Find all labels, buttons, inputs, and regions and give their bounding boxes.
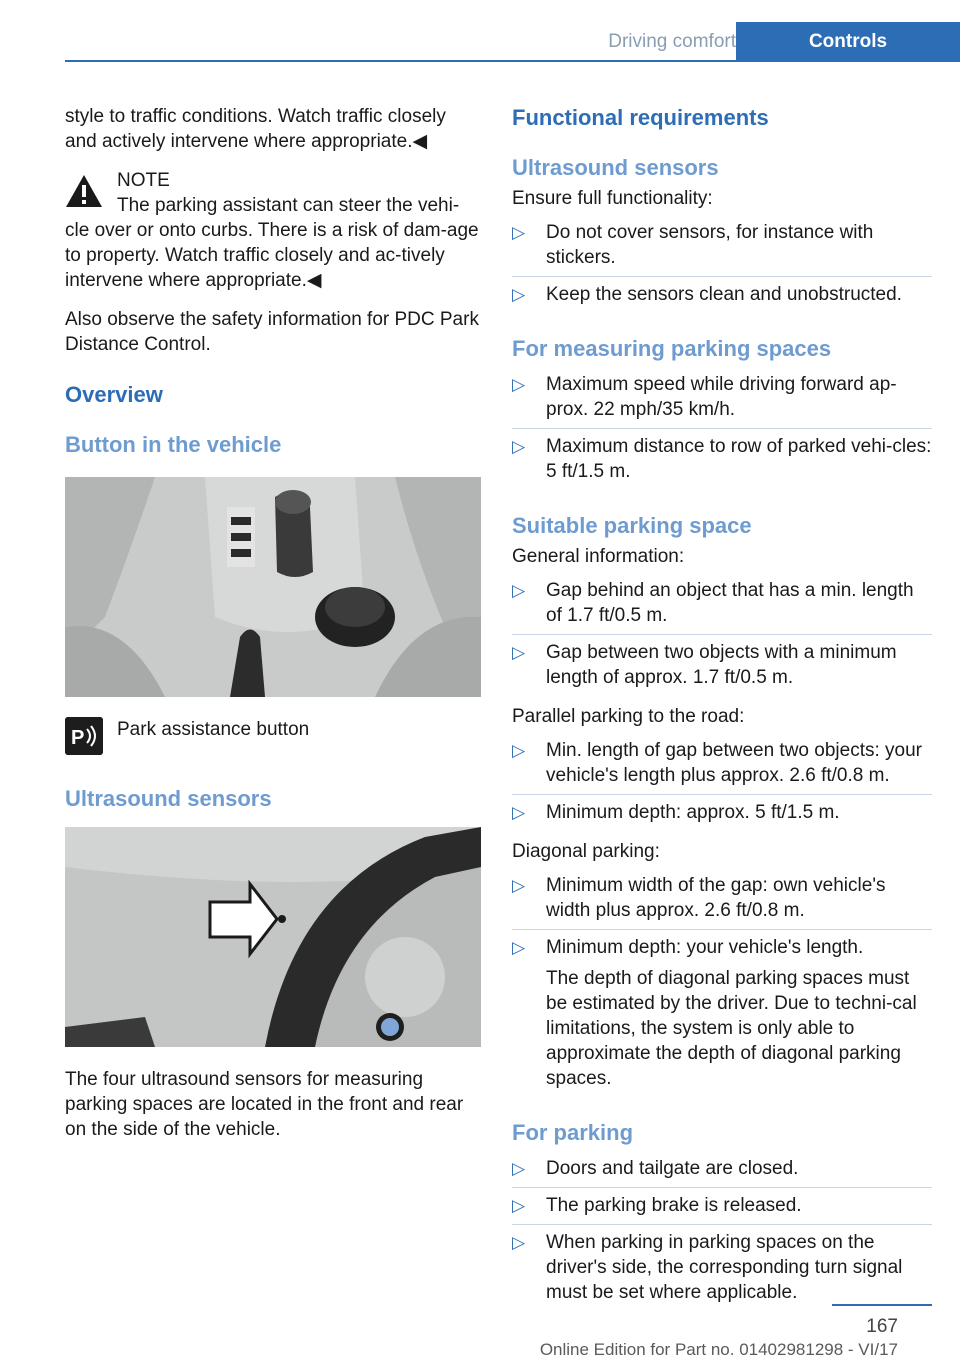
- diagonal-label: Diagonal parking:: [512, 841, 660, 862]
- list-item: ▷ Gap behind an object that has a min. length of 1.7 ft/0.5 m.: [512, 573, 932, 635]
- note-label: NOTE: [117, 170, 170, 191]
- bullet-icon: ▷: [512, 223, 526, 242]
- edition-text: Online Edition for Part no. 01402981298 - VI/17: [539, 1340, 898, 1359]
- bullet-icon: ▷: [512, 938, 526, 957]
- list-item: ▷ Maximum distance to row of parked vehi-cles: 5 ft/1.5 m.: [512, 436, 932, 482]
- parking-list: [512, 1151, 932, 1311]
- general-label: General information:: [512, 546, 685, 567]
- bullet-icon: ▷: [512, 375, 526, 394]
- list-item: ▷ Minimum depth: approx. 5 ft/1.5 m.: [512, 802, 840, 823]
- list-item: ▷ Maximum speed while driving forward ap-prox. 22 mph/35 km/h.: [512, 367, 932, 429]
- parallel-label: Parallel parking to the road:: [512, 706, 745, 727]
- measuring-list: [512, 367, 932, 490]
- functional-heading: Functional requirements: [512, 105, 769, 130]
- list-item: ▷ Minimum width of the gap: own vehicle's width plus approx. 2.6 ft/0.8 m.: [512, 868, 932, 930]
- parking-heading: For parking: [512, 1120, 634, 1145]
- bullet-icon: ▷: [512, 437, 526, 456]
- bullet-icon: ▷: [512, 1159, 526, 1178]
- list-item: ▷ Gap between two objects with a minimum length of approx. 1.7 ft/0.5 m.: [512, 642, 897, 688]
- us-list: [512, 215, 932, 313]
- page-header: [65, 22, 960, 62]
- warning-triangle-icon: [65, 174, 103, 208]
- sensors-heading: Ultrasound sensors: [65, 786, 272, 811]
- svg-text:P: P: [71, 727, 85, 749]
- list-item: ▷ Min. length of gap between two objects: your vehicle's length plus approx. 2.6 ft/0.8 m.: [512, 733, 932, 795]
- general-list: [512, 573, 932, 696]
- page-number: 167: [866, 1316, 898, 1337]
- diagonal-list: [512, 868, 932, 1097]
- bullet-icon: ▷: [512, 581, 526, 600]
- right-column: [512, 104, 932, 1319]
- sensors-photo: [65, 827, 481, 1047]
- bullet-icon: ▷: [512, 803, 526, 822]
- measuring-heading: For measuring parking spaces: [512, 336, 832, 361]
- bullet-icon: ▷: [512, 1233, 526, 1252]
- safety-text: Also observe the safety information for PDC Park Distance Control.: [65, 309, 479, 355]
- us-heading: Ultrasound sensors: [512, 155, 719, 180]
- intro-text: style to traffic conditions. Watch traffic closely and actively intervene where appropriate.◀: [65, 106, 446, 152]
- bullet-icon: ▷: [512, 741, 526, 760]
- list-item: ▷ Doors and tailgate are closed.: [512, 1151, 932, 1188]
- footer-rule: [832, 1304, 932, 1306]
- diagonal-note: The depth of diagonal parking spaces must be estimated by the driver. Due to techni-cal limitations, the system is only able to approximate the depth of diagonal parking spaces.: [546, 968, 917, 1089]
- list-item: ▷ The parking brake is released.: [512, 1188, 932, 1225]
- list-item: ▷ Keep the sensors clean and unobstructed.: [512, 284, 902, 305]
- list-item: ▷ Minimum depth: your vehicle's length. The depth of diagonal parking spaces must be estimated by the driver. Due to techni-cal limitations, the system is only able to approximate the depth of diagonal parking spaces.: [512, 930, 932, 1097]
- note-continuation: cle over or onto curbs. There is a risk of dam-age to property. Watch traffic closely and ac-tively intervene where appropriate.◀: [65, 220, 479, 291]
- sensors-text: The four ultrasound sensors for measuring parking spaces are located in the front and rear on the side of the vehicle.: [65, 1069, 464, 1140]
- parallel-list: [512, 733, 932, 831]
- header-section: Driving comfort: [608, 31, 736, 52]
- left-column: [65, 104, 481, 1156]
- list-item: ▷ When parking in parking spaces on the driver's side, the corresponding turn signal must be set where applicable.: [512, 1232, 903, 1303]
- button-heading: Button in the vehicle: [65, 432, 282, 457]
- bullet-icon: ▷: [512, 285, 526, 304]
- bullet-icon: ▷: [512, 643, 526, 662]
- us-intro: Ensure full functionality:: [512, 188, 713, 209]
- note-block: [65, 168, 481, 293]
- park-assist-caption: Park assistance button: [117, 719, 310, 740]
- park-assist-caption-row: [65, 717, 481, 757]
- bullet-icon: ▷: [512, 876, 526, 895]
- console-photo: [65, 477, 481, 697]
- header-chapter: Controls: [736, 22, 960, 62]
- park-assist-icon: [65, 717, 103, 755]
- suitable-heading: Suitable parking space: [512, 513, 752, 538]
- overview-heading: Overview: [65, 382, 163, 407]
- bullet-icon: ▷: [512, 1196, 526, 1215]
- list-item: ▷ Do not cover sensors, for instance with stickers.: [512, 215, 932, 277]
- note-text: The parking assistant can steer the vehi-: [117, 195, 460, 216]
